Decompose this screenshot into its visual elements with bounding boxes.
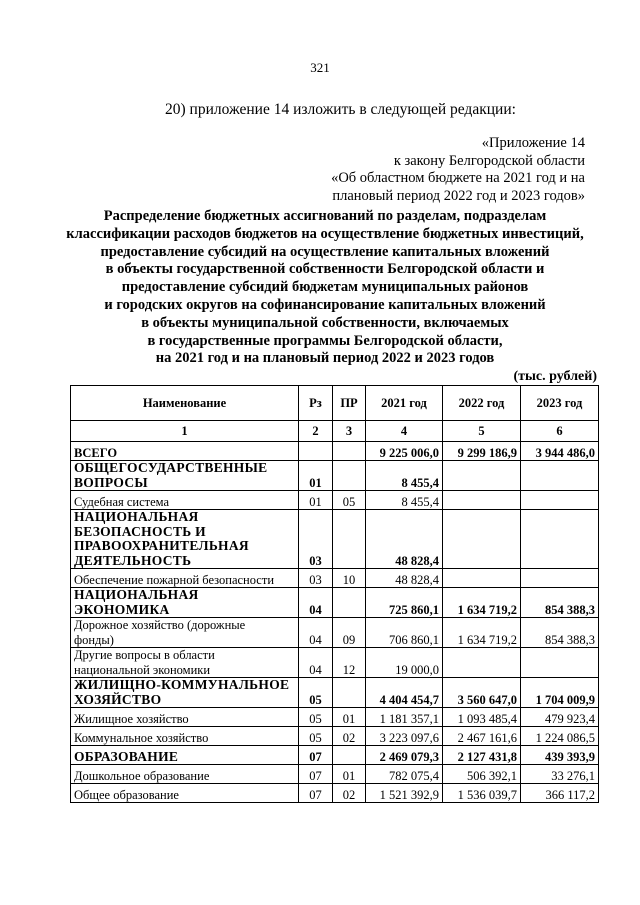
- header-2023: 2023 год: [521, 386, 599, 421]
- row-2021: 725 860,1: [366, 588, 443, 618]
- row-name-line: Другие вопросы в области: [74, 648, 215, 662]
- row-2022: 1 093 485,4: [443, 708, 521, 727]
- row-2023: 33 276,1: [521, 765, 599, 784]
- row-name: Жилищное хозяйство: [71, 708, 299, 727]
- page-number: 321: [310, 60, 330, 75]
- table-row: [71, 442, 599, 461]
- title-line: Распределение бюджетных ассигнований по разделам, подразделам: [103, 208, 547, 224]
- row-name: Обеспечение пожарной безопасности: [71, 569, 299, 588]
- title-line: и городских округов на софинансирование капитальных вложений: [104, 296, 546, 313]
- row-name-line: ХОЗЯЙСТВО: [74, 691, 162, 707]
- title-line: в объекты государственной собственности Белгородской области и: [105, 261, 545, 278]
- row-name: [71, 678, 299, 708]
- row-2023: 1 704 009,9: [521, 678, 599, 708]
- row-name-line: НАЦИОНАЛЬНАЯ: [74, 509, 199, 524]
- row-name: [71, 618, 299, 648]
- appendix-line: «Об областном бюджете на 2021 год и на: [331, 170, 585, 187]
- document-title: [55, 208, 595, 368]
- row-rz: 03: [299, 510, 333, 569]
- table-row: [71, 510, 599, 569]
- column-number: 1: [71, 421, 299, 442]
- row-pr: 05: [333, 491, 366, 510]
- row-name-line: Дорожное хозяйство (дорожные: [74, 618, 246, 632]
- row-rz: 03: [299, 569, 333, 588]
- row-pr: [333, 461, 366, 491]
- row-2021: 48 828,4: [366, 569, 443, 588]
- row-2023: [521, 569, 599, 588]
- table-row: [71, 588, 599, 618]
- row-rz: 04: [299, 648, 333, 678]
- row-2022: 1 634 719,2: [443, 588, 521, 618]
- row-rz: 05: [299, 678, 333, 708]
- row-name: [71, 461, 299, 491]
- row-name-line: ОБЩЕГОСУДАРСТВЕННЫЕ: [74, 460, 268, 475]
- row-rz: 07: [299, 784, 333, 803]
- row-2022: 1 634 719,2: [443, 618, 521, 648]
- row-2022: [443, 569, 521, 588]
- column-number: 4: [366, 421, 443, 442]
- header-2022: 2022 год: [443, 386, 521, 421]
- row-2022: [443, 648, 521, 678]
- row-rz: 01: [299, 491, 333, 510]
- row-2021: 4 404 454,7: [366, 678, 443, 708]
- row-2023: [521, 461, 599, 491]
- row-2021: 8 455,4: [366, 491, 443, 510]
- row-name: Общее образование: [71, 784, 299, 803]
- row-2023: [521, 510, 599, 569]
- header-pr: ПР: [333, 386, 366, 421]
- table-row: [71, 618, 599, 648]
- column-number: 2: [299, 421, 333, 442]
- row-2021: 706 860,1: [366, 618, 443, 648]
- row-name: ОБРАЗОВАНИЕ: [71, 746, 299, 765]
- row-rz: [299, 442, 333, 461]
- row-name: [71, 510, 299, 569]
- row-2023: [521, 648, 599, 678]
- row-pr: 01: [333, 708, 366, 727]
- budget-table: [70, 385, 599, 803]
- row-name: Судебная система: [71, 491, 299, 510]
- row-2021: 19 000,0: [366, 648, 443, 678]
- row-name: Коммунальное хозяйство: [71, 727, 299, 746]
- row-2022: 506 392,1: [443, 765, 521, 784]
- title-line: предоставление субсидий на осуществление капитальных вложений: [100, 243, 550, 260]
- row-2021: 1 181 357,1: [366, 708, 443, 727]
- appendix-reference: [285, 135, 585, 205]
- row-2022: 3 560 647,0: [443, 678, 521, 708]
- row-2022: [443, 491, 521, 510]
- row-pr: 10: [333, 569, 366, 588]
- column-number-row: [71, 421, 599, 442]
- column-number: 5: [443, 421, 521, 442]
- row-pr: 01: [333, 765, 366, 784]
- row-name: НАЦИОНАЛЬНАЯ ЭКОНОМИКА: [71, 588, 299, 618]
- row-rz: 05: [299, 708, 333, 727]
- row-rz: 04: [299, 588, 333, 618]
- row-name: Дошкольное образование: [71, 765, 299, 784]
- row-2022: [443, 510, 521, 569]
- row-2021: 48 828,4: [366, 510, 443, 569]
- row-2023: 366 117,2: [521, 784, 599, 803]
- row-name-line: БЕЗОПАСНОСТЬ И: [74, 523, 206, 539]
- row-name-line: фонды): [74, 632, 114, 647]
- row-2022: 2 127 431,8: [443, 746, 521, 765]
- table-row: [71, 765, 599, 784]
- row-rz: 04: [299, 618, 333, 648]
- title-line: в объекты муниципальной собственности, включаемых: [141, 314, 509, 331]
- row-name-line: национальной экономики: [74, 662, 211, 677]
- row-2021: 8 455,4: [366, 461, 443, 491]
- row-2022: [443, 461, 521, 491]
- table-row: [71, 491, 599, 510]
- row-name-line: ПРАВООХРАНИТЕЛЬНАЯ: [74, 538, 249, 553]
- appendix-line: «Приложение 14: [481, 135, 585, 151]
- row-name: ВСЕГО: [71, 442, 299, 461]
- column-number: 6: [521, 421, 599, 442]
- row-pr: 02: [333, 784, 366, 803]
- row-rz: 01: [299, 461, 333, 491]
- row-2023: 1 224 086,5: [521, 727, 599, 746]
- row-2022: 2 467 161,6: [443, 727, 521, 746]
- table-header-row: [71, 386, 599, 421]
- table-row: [71, 678, 599, 708]
- title-line: в государственные программы Белгородской области,: [147, 332, 503, 349]
- row-pr: [333, 746, 366, 765]
- row-pr: 12: [333, 648, 366, 678]
- units-label: (тыс. рублей): [513, 369, 597, 384]
- row-2021: 1 521 392,9: [366, 784, 443, 803]
- row-name-line: ДЕЯТЕЛЬНОСТЬ: [74, 552, 192, 568]
- row-2023: 3 944 486,0: [521, 442, 599, 461]
- title-line: предоставление субсидий бюджетам муниципальных районов: [121, 279, 529, 296]
- column-number: 3: [333, 421, 366, 442]
- row-pr: 02: [333, 727, 366, 746]
- row-2023: [521, 491, 599, 510]
- table-row: [71, 461, 599, 491]
- row-2023: 854 388,3: [521, 618, 599, 648]
- table-row: [71, 784, 599, 803]
- row-2021: 9 225 006,0: [366, 442, 443, 461]
- appendix-line: к закону Белгородской области: [393, 152, 585, 169]
- row-2022: 1 536 039,7: [443, 784, 521, 803]
- amendment-intro: 20) приложение 14 изложить в следующей редакции:: [165, 101, 516, 118]
- table-row: [71, 708, 599, 727]
- row-2021: 3 223 097,6: [366, 727, 443, 746]
- row-rz: 07: [299, 746, 333, 765]
- title-line: на 2021 год и на плановый период 2022 и 2023 годов: [155, 350, 495, 367]
- row-2023: 854 388,3: [521, 588, 599, 618]
- header-name: Наименование: [71, 386, 299, 421]
- title-line: классификации расходов бюджетов на осуществление бюджетных инвестиций,: [66, 225, 584, 242]
- table-row: [71, 569, 599, 588]
- row-2022: 9 299 186,9: [443, 442, 521, 461]
- table-row: [71, 648, 599, 678]
- row-2023: 479 923,4: [521, 708, 599, 727]
- row-name: [71, 648, 299, 678]
- appendix-line: плановый период 2022 год и 2023 годов»: [332, 187, 585, 204]
- row-rz: 05: [299, 727, 333, 746]
- row-pr: [333, 442, 366, 461]
- row-pr: [333, 510, 366, 569]
- row-rz: 07: [299, 765, 333, 784]
- header-rz: Рз: [299, 386, 333, 421]
- row-name-line: ВОПРОСЫ: [74, 474, 148, 490]
- row-2023: 439 393,9: [521, 746, 599, 765]
- header-2021: 2021 год: [366, 386, 443, 421]
- row-2021: 2 469 079,3: [366, 746, 443, 765]
- row-pr: 09: [333, 618, 366, 648]
- row-pr: [333, 588, 366, 618]
- row-2021: 782 075,4: [366, 765, 443, 784]
- row-pr: [333, 678, 366, 708]
- table-row: [71, 746, 599, 765]
- table-row: [71, 727, 599, 746]
- row-name-line: ЖИЛИЩНО-КОММУНАЛЬНОЕ: [74, 677, 290, 692]
